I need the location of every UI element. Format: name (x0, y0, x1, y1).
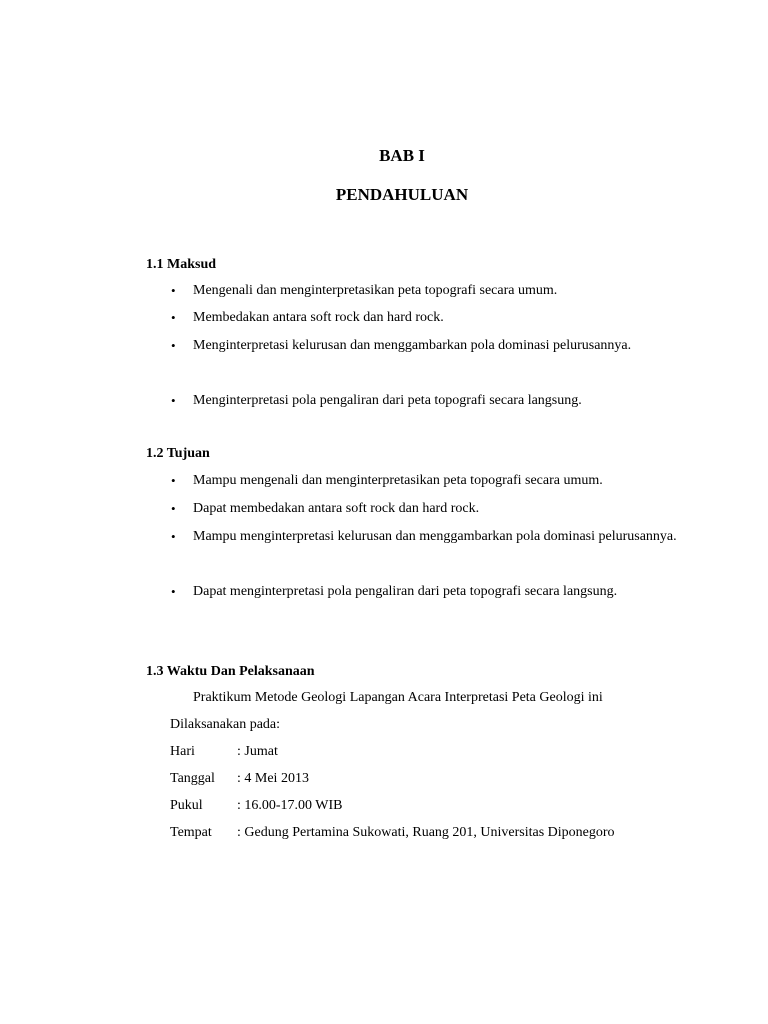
paragraph-line: Praktikum Metode Geologi Lapangan Acara Interpretasi Peta Geologi ini (193, 690, 603, 705)
list-item-text: Menginterpretasi pola pengaliran dari peta topografi secara langsung. (193, 393, 582, 408)
detail-value: : 16.00-17.00 WIB (237, 798, 343, 813)
chapter-number: BAB I (379, 146, 425, 165)
detail-label: Tempat (170, 825, 212, 840)
list-item (171, 467, 691, 494)
list-item (171, 578, 691, 605)
list-item-text: Menginterpretasi kelurusan dan menggambarkan pola dominasi pelurusannya. (193, 338, 632, 353)
detail-value: : 4 Mei 2013 (237, 771, 309, 786)
bullet-icon: • (171, 283, 176, 298)
section-heading-maksud: 1.1 Maksud (146, 257, 217, 272)
detail-value: : Jumat (237, 744, 278, 759)
list-item-text: Dapat membedakan antara soft rock dan hard rock. (193, 501, 480, 516)
list-item-text: Mampu menginterpretasi kelurusan dan menggambarkan pola dominasi pelurusannya. (193, 529, 677, 544)
chapter-title: PENDAHULUAN (335, 185, 469, 204)
list-item (171, 495, 691, 522)
bullet-icon: • (171, 501, 176, 516)
bullet-icon: • (171, 473, 176, 488)
detail-label: Pukul (170, 798, 203, 813)
bullet-icon: • (171, 529, 176, 544)
bullet-icon: • (171, 338, 176, 353)
list-item-text: Mengenali dan menginterpretasikan peta topografi secara umum. (193, 283, 558, 298)
list-item (171, 277, 691, 304)
list-item (171, 332, 691, 359)
paragraph-line: Dilaksanakan pada: (170, 717, 281, 732)
bullet-icon: • (171, 310, 176, 325)
bullet-icon: • (171, 393, 176, 408)
section-heading-waktu: 1.3 Waktu Dan Pelaksanaan (146, 664, 315, 679)
list-item (171, 387, 691, 414)
detail-label: Hari (170, 744, 195, 759)
section-heading-tujuan: 1.2 Tujuan (146, 446, 210, 461)
detail-label: Tanggal (170, 771, 215, 786)
list-item-text: Dapat menginterpretasi pola pengaliran dari peta topografi secara langsung. (193, 584, 618, 599)
list-item (171, 304, 691, 331)
list-item-text: Mampu mengenali dan menginterpretasikan peta topografi secara umum. (193, 473, 603, 488)
list-item-text: Membedakan antara soft rock dan hard rock. (193, 310, 444, 325)
detail-value: : Gedung Pertamina Sukowati, Ruang 201, Universitas Diponegoro (237, 825, 615, 840)
bullet-icon: • (171, 584, 176, 599)
list-item (171, 523, 691, 550)
